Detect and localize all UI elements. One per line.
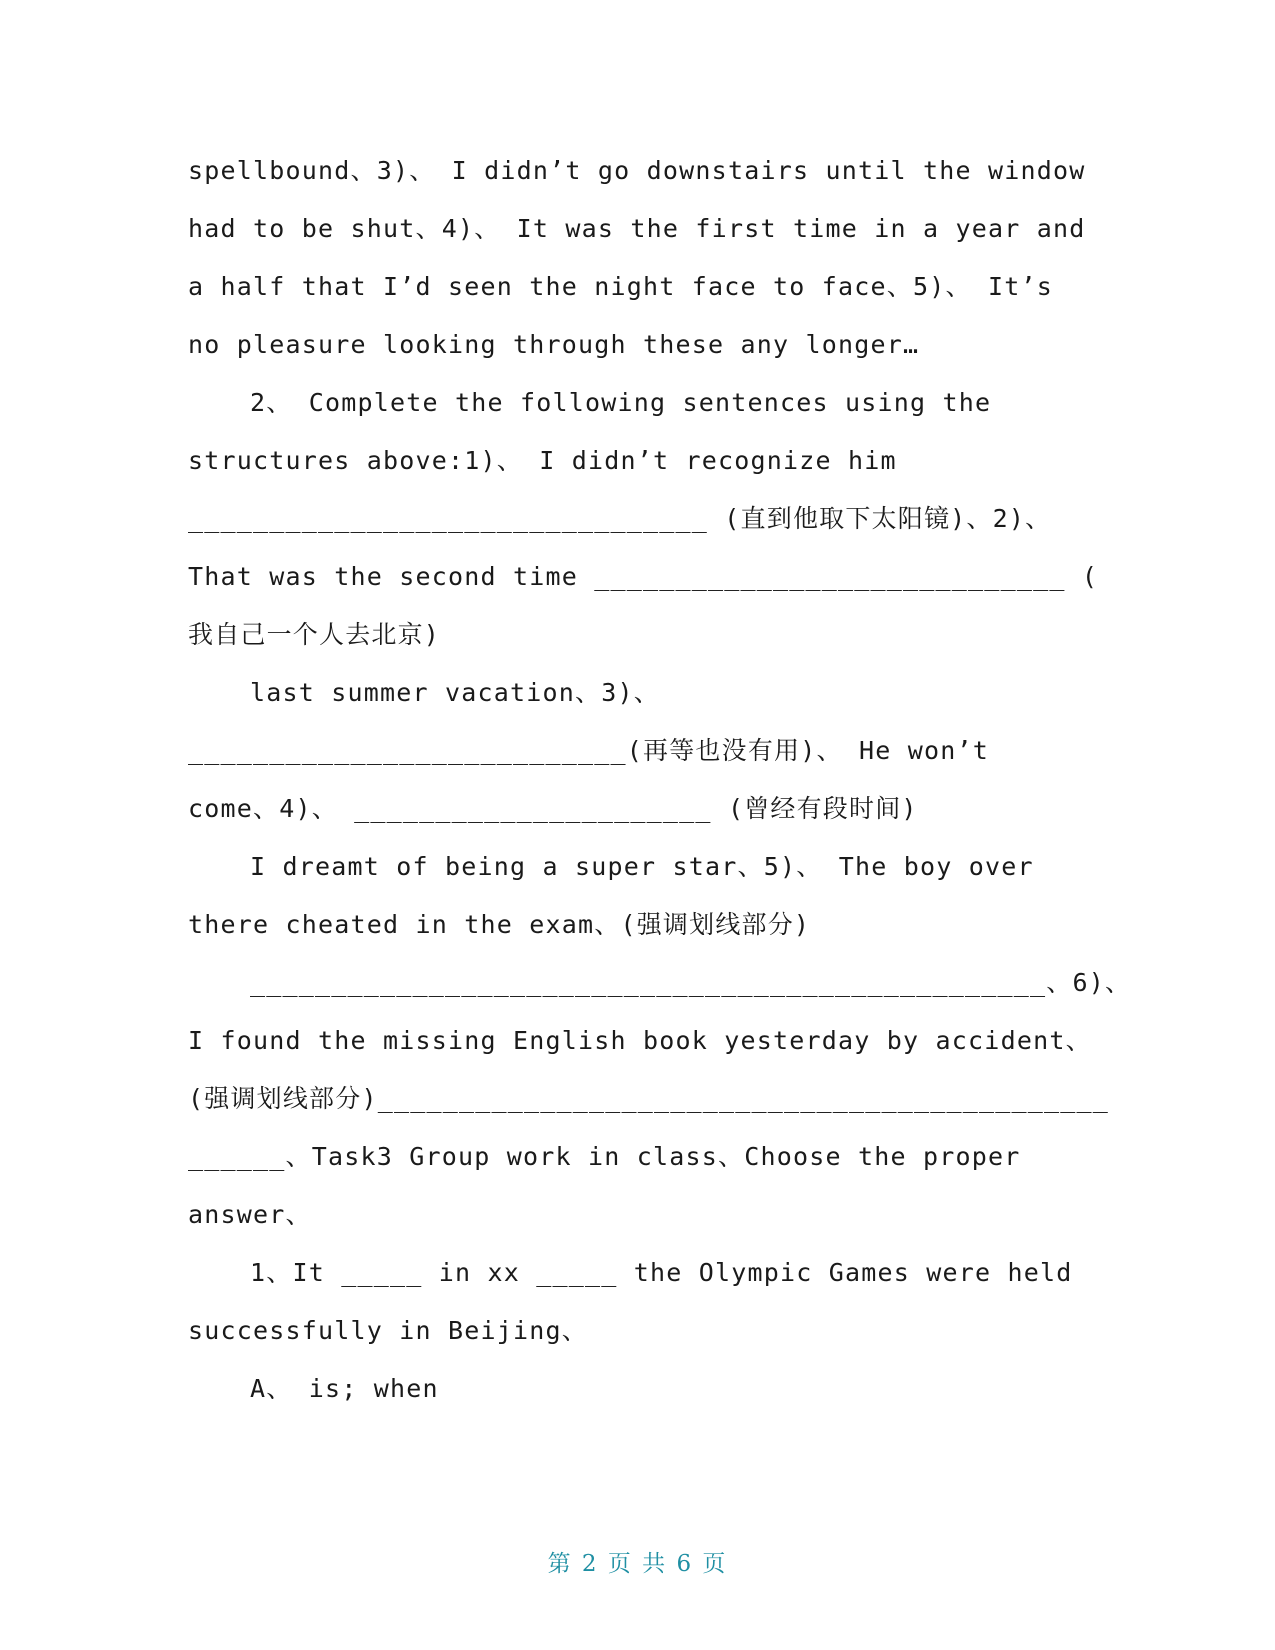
text-line: answer、	[188, 1200, 312, 1229]
text-line: successfully in Beijing、	[188, 1316, 588, 1345]
text-line: no pleasure looking through these any longer…	[188, 330, 920, 359]
text-line: ______、Task3 Group work in class、Choose the proper	[188, 1142, 1021, 1171]
text-line: had to be shut、4)、 It was the first time in a year and	[188, 214, 1086, 243]
text-line: ___________________________(再等也没有用)、 He won’t	[188, 736, 989, 765]
text-line: I dreamt of being a super star、5)、 The boy over	[250, 852, 1034, 881]
text-line: 我自己一个人去北京)	[188, 620, 441, 649]
text-line: A、 is; when	[250, 1374, 439, 1403]
text-line: come、4)、 ______________________ (曾经有段时间)	[188, 794, 918, 823]
text-line: 2、 Complete the following sentences using the	[250, 388, 992, 417]
text-line: there cheated in the exam、(强调划线部分)	[188, 910, 811, 939]
text-line: spellbound、3)、 I didn’t go downstairs until the window	[188, 156, 1086, 185]
text-line: ________________________________ (直到他取下太阳镜)、2)、	[188, 504, 1052, 533]
text-line: a half that I’d seen the night face to face、5)、 It’s	[188, 272, 1053, 301]
page-number-footer: 第 2 页 共 6 页	[547, 1551, 728, 1577]
text-line: That was the second time _____________________________ (	[188, 562, 1099, 591]
text-line: 1、It _____ in xx _____ the Olympic Games were held	[250, 1258, 1073, 1287]
text-line: _________________________________________________、6)、	[250, 968, 1132, 997]
text-line: (强调划线部分)_____________________________________________	[188, 1084, 1110, 1113]
text-line: structures above:1)、 I didn’t recognize him	[188, 446, 897, 475]
text-line: I found the missing English book yesterday by accident、	[188, 1026, 1092, 1055]
text-line: last summer vacation、3)、	[250, 678, 660, 707]
